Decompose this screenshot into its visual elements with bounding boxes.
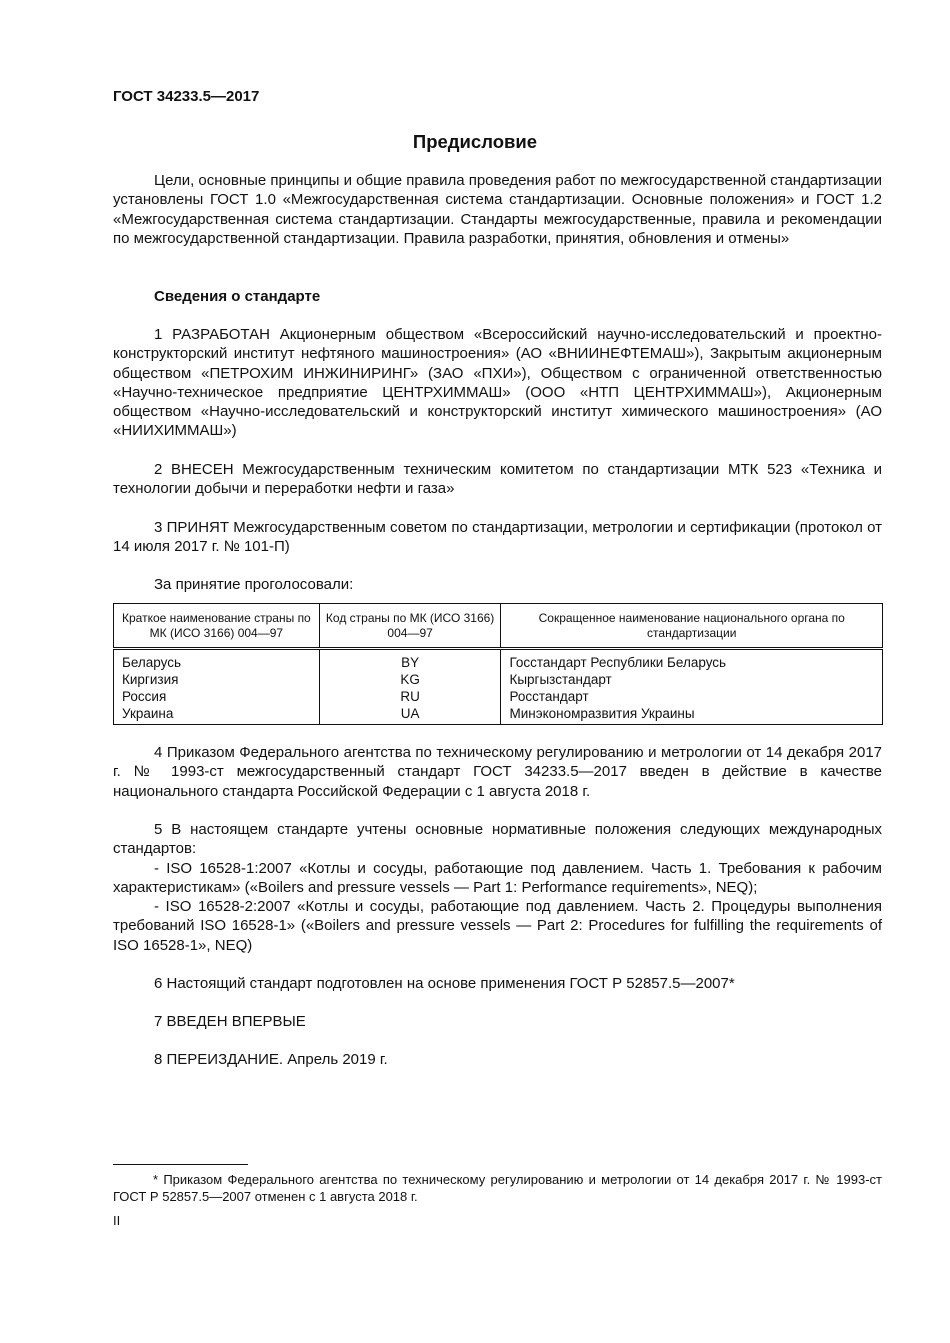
country-cell: Киргизия: [114, 671, 320, 688]
column-header-country: Краткое наименование страны по МК (ИСО 3166) 004—97: [114, 604, 320, 649]
item-7-introduced: 7 ВВЕДЕН ВПЕРВЫЕ: [154, 1013, 306, 1030]
voted-label: За принятие проголосовали:: [154, 576, 354, 593]
body-cell: Росстандарт: [501, 688, 883, 705]
item-8-reissue: 8 ПЕРЕИЗДАНИЕ. Апрель 2019 г.: [154, 1051, 388, 1068]
table-row: [114, 705, 883, 725]
item-5-standards: 5 В настоящем стандарте учтены основные нормативные положения следующих международных стандартов:: [113, 821, 882, 858]
code-cell: BY: [319, 649, 501, 672]
footnote-divider: [113, 1164, 248, 1165]
body-cell: Госстандарт Республики Беларусь: [501, 649, 883, 672]
item-5-iso-part2: - ISO 16528-2:2007 «Котлы и сосуды, работающие под давлением. Часть 2. Процедуры выполнения требований ISO 16528-1» («Boilers and pressure vessels — Part 2: Procedures for fulfilling the requirements of ISO 16528-1», NEQ): [113, 898, 882, 954]
voting-states-table: [113, 603, 883, 725]
country-cell: Украина: [114, 705, 320, 725]
item-4-order: 4 Приказом Федерального агентства по техническому регулированию и метрологии от 14 декабря 2017 г. № 1993-ст межгосударственный стандарт ГОСТ 34233.5—2017 введен в действие в качестве национального стандарта Российской Федерации с 1 августа 2018 г.: [113, 744, 882, 800]
section-heading: Сведения о стандарте: [154, 288, 321, 305]
table-row: [114, 688, 883, 705]
item-3-adopted: 3 ПРИНЯТ Межгосударственным советом по стандартизации, метрологии и сертификации (протокол от 14 июля 2017 г. № 101-П): [113, 519, 882, 556]
code-cell: RU: [319, 688, 501, 705]
body-cell: Минэкономразвития Украины: [501, 705, 883, 725]
country-cell: Россия: [114, 688, 320, 705]
intro-paragraph: Цели, основные принципы и общие правила проведения работ по межгосударственной стандартизации установлены ГОСТ 1.0 «Межгосударственная система стандартизации. Основные положения» и ГОСТ 1.2 «Межгосударственная система стандартизации. Стандарты межгосударственные, правила и рекомендации по межгосударственной стандартизации. Правила разработки, принятия, обновления и отмены»: [113, 172, 883, 247]
item-6-basis: 6 Настоящий стандарт подготовлен на основе применения ГОСТ Р 52857.5—2007*: [154, 975, 735, 992]
table-row: [114, 671, 883, 688]
page-title: Предисловие: [412, 131, 538, 152]
country-cell: Беларусь: [114, 649, 320, 672]
table-row: [114, 649, 883, 672]
code-cell: UA: [319, 705, 501, 725]
code-cell: KG: [319, 671, 501, 688]
footnote: * Приказом Федерального агентства по техническому регулированию и метрологии от 14 декабря 2017 г. № 1993-ст ГОСТ Р 52857.5—2007 отменен с 1 августа 2018 г.: [113, 1172, 882, 1204]
page-number: II: [113, 1213, 121, 1228]
item-1-developed: 1 РАЗРАБОТАН Акционерным обществом «Всероссийский научно-исследовательский и проектно-конструкторский институт нефтяного машиностроения» (АО «ВНИИНЕФТЕМАШ»), Закрытым акционерным обществом «ПЕТРОХИМ ИНЖИНИРИНГ» (ЗАО «ПХИ»), Обществом с ограниченной ответственностью «Научно-техническое предприятие ЦЕНТРХИММАШ» (ООО «НТП ЦЕНТРХИММАШ»), Акционерным обществом «Научно-исследовательский и конструкторский институт химического машиностроения» (АО «НИИХИММАШ»): [113, 326, 882, 440]
table-header-row: [114, 604, 883, 649]
item-2-submitted: 2 ВНЕСЕН Межгосударственным техническим комитетом по стандартизации МТК 523 «Техника и технологии добычи и переработки нефти и газа»: [113, 461, 882, 498]
item-5-iso-part1: - ISO 16528-1:2007 «Котлы и сосуды, работающие под давлением. Часть 1. Требования к рабочим характеристикам» («Boilers and pressure vessels — Part 1: Performance requirements», NEQ);: [113, 860, 882, 897]
column-header-body: Сокращенное наименование национального органа по стандартизации: [501, 604, 883, 649]
column-header-code: Код страны по МК (ИСО 3166) 004—97: [319, 604, 501, 649]
document-id-header: ГОСТ 34233.5—2017: [113, 88, 260, 105]
body-cell: Кыргызстандарт: [501, 671, 883, 688]
